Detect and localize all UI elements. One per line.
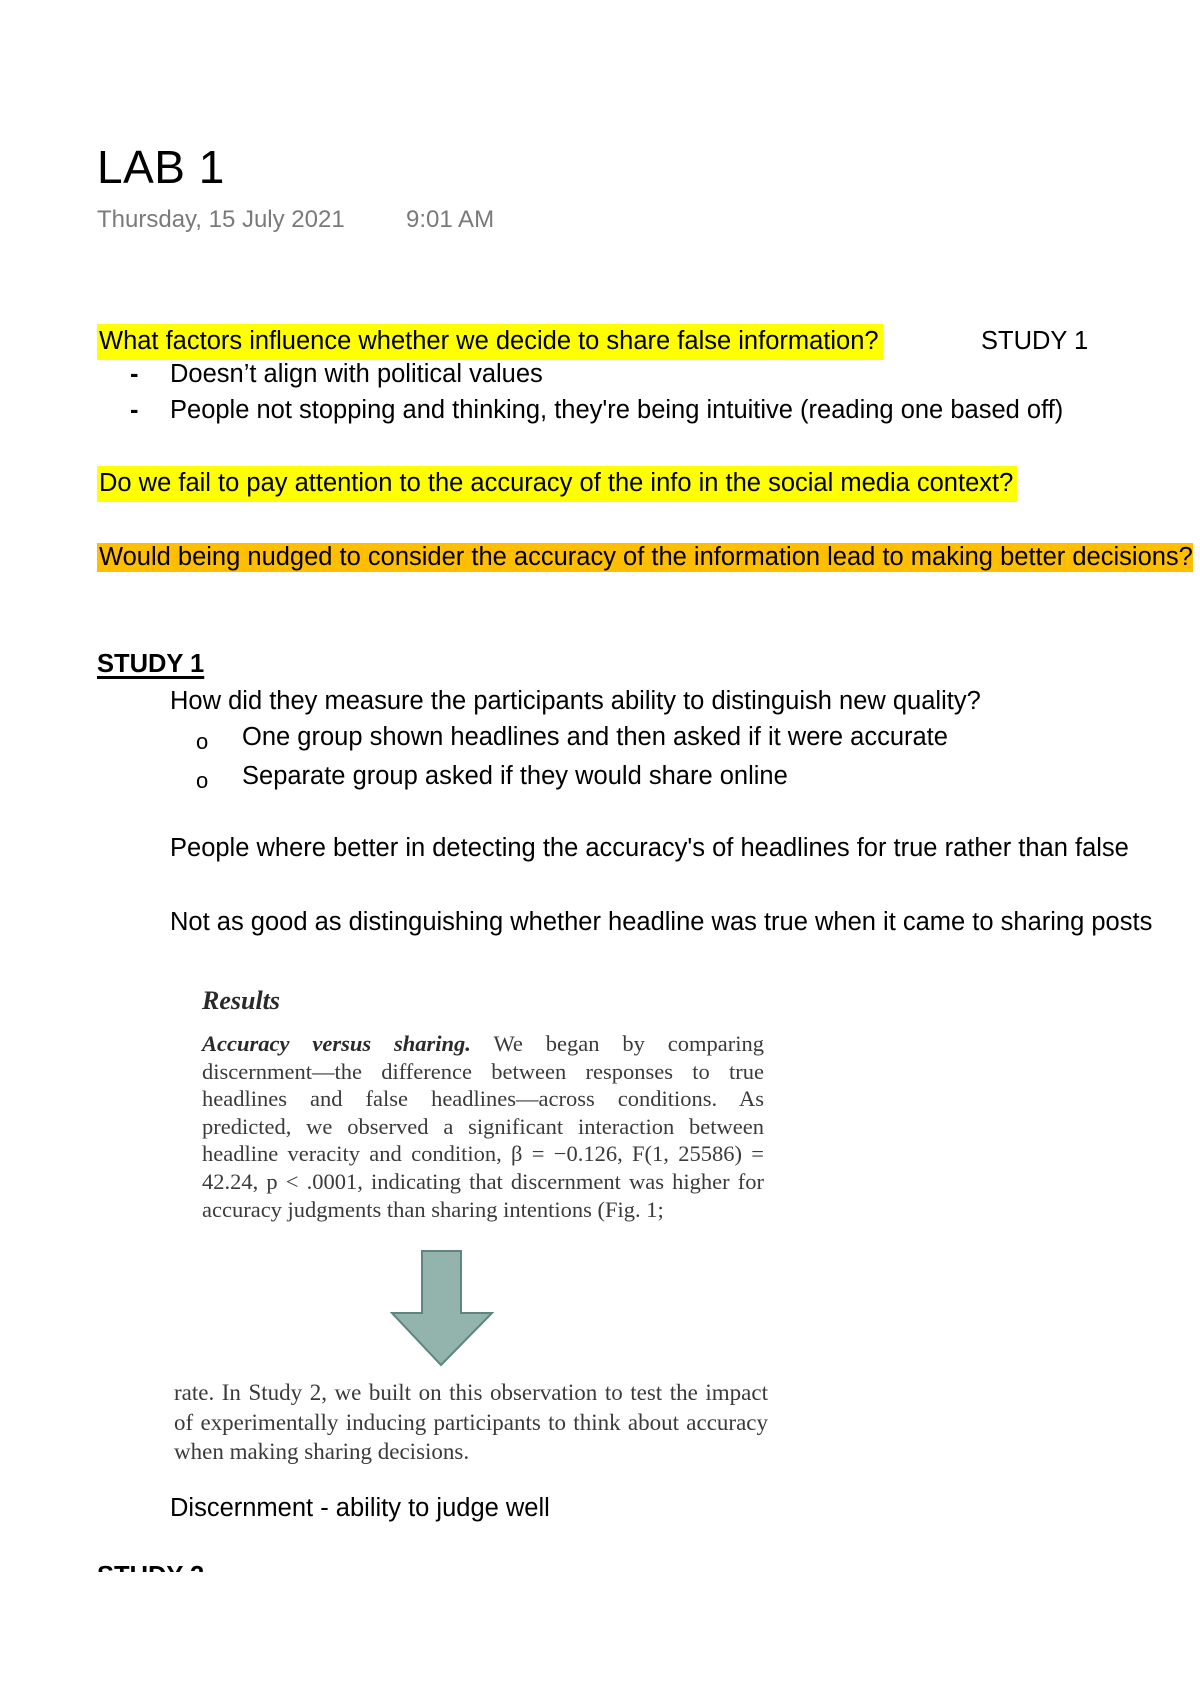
page-time: 9:01 AM — [406, 206, 495, 233]
list-item: People not stopping and thinking, they're being intuitive (reading one based off) — [170, 396, 1064, 424]
definition: Discernment - ability to judge well — [170, 1494, 550, 1522]
excerpt-lead: Accuracy versus sharing. — [202, 1031, 471, 1056]
question-3 — [97, 543, 1200, 572]
study-1-heading: STUDY 1 — [97, 650, 205, 678]
excerpt-text: We began by comparing discernment—the difference between responses to true headlines and false headlines—across conditions. As predicted, we observed a significant interaction between headline veracity and condition, β = −0.126, F(1, 25586) = 42.24, p < .0001, indicating that discernment was higher for accuracy judgments than sharing intentions (Fig. 1; — [202, 1031, 764, 1222]
study-1-question: How did they measure the participants ability to distinguish new quality? — [170, 687, 981, 715]
excerpt-heading: Results — [202, 986, 281, 1015]
list-item: Doesn’t align with political values — [170, 360, 543, 388]
question-3-text: Would being nudged to consider the accuracy of the information lead to making better decisions? — [97, 543, 1193, 572]
list-item: One group shown headlines and then asked if it were accurate — [242, 723, 948, 751]
page-date: Thursday, 15 July 2021 — [97, 206, 345, 233]
page-cutoff — [0, 1572, 1200, 1698]
question-1-text: What factors influence whether we decide to share false information? — [97, 324, 883, 360]
down-arrow-icon — [390, 1250, 494, 1367]
list-item: Separate group asked if they would share online — [242, 762, 788, 790]
finding-2: Not as good as distinguishing whether headline was true when it came to sharing posts — [170, 908, 1153, 936]
dash-bullet-icon: - — [130, 396, 139, 424]
question-2-text: Do we fail to pay attention to the accuracy of the info in the social media context? — [97, 466, 1017, 502]
circle-bullet-icon: o — [196, 729, 209, 754]
question-1 — [97, 327, 883, 356]
circle-bullet-icon: o — [196, 768, 209, 793]
excerpt-body — [202, 1030, 764, 1223]
page-title: LAB 1 — [97, 141, 225, 193]
question-1-tag: STUDY 1 — [981, 327, 1089, 355]
dash-bullet-icon: - — [130, 360, 139, 388]
question-2 — [97, 469, 1017, 498]
finding-1: People where better in detecting the accuracy's of headlines for true rather than false — [170, 834, 1129, 862]
excerpt-continuation: rate. In Study 2, we built on this observation to test the impact of experimentally inducing participants to think about accuracy when making sharing decisions. — [174, 1380, 768, 1464]
